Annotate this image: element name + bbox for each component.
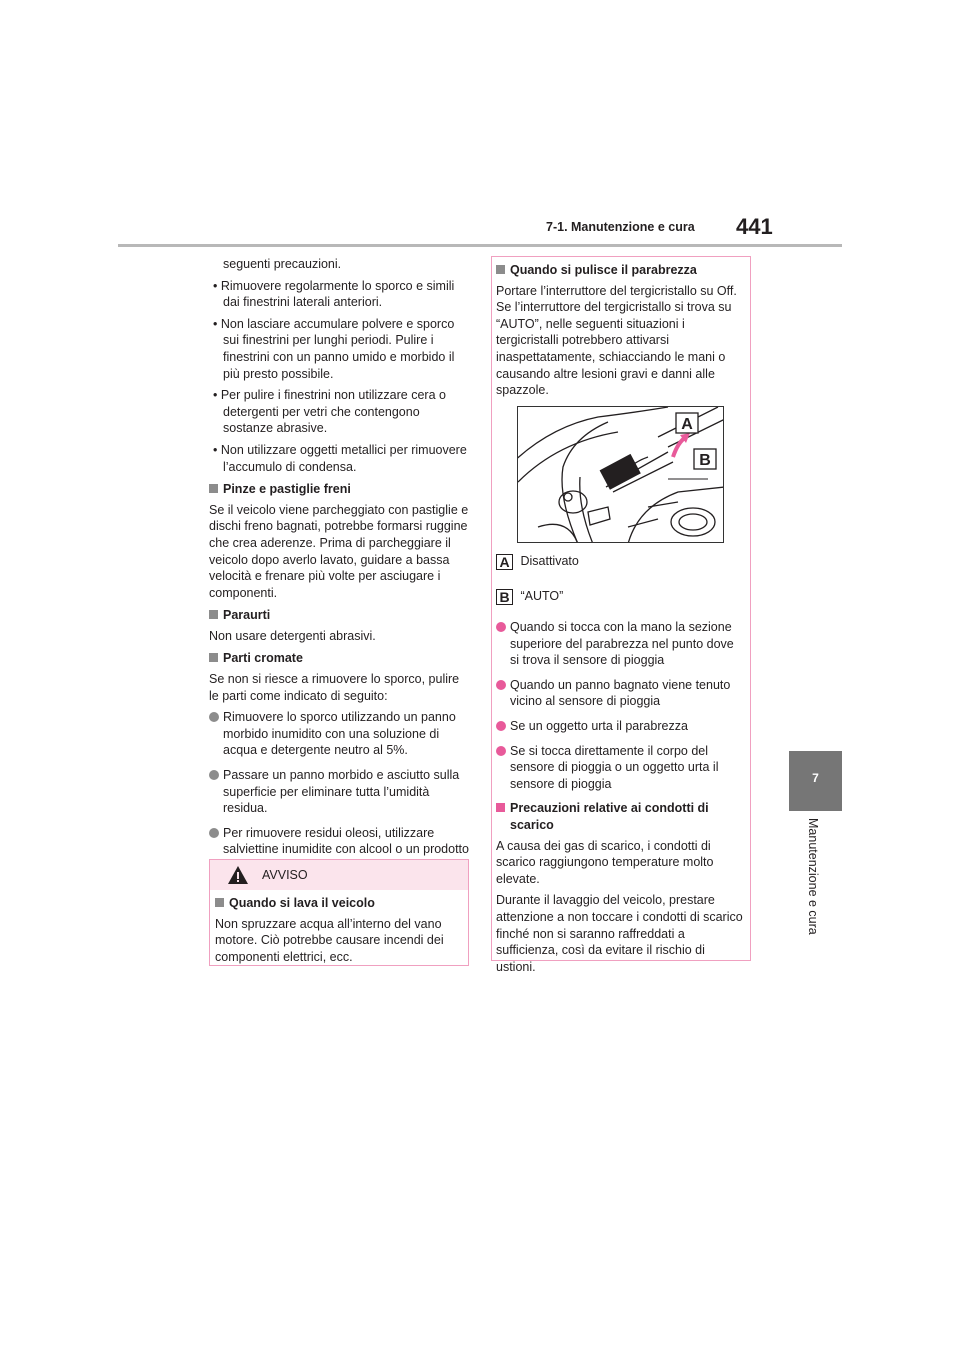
- scarico-text-1: A causa dei gas di scarico, i condotti di scarico raggiungono temperature molto elevate.: [496, 838, 714, 886]
- list-item: Per rimuovere residui oleosi, utilizzare salviettine inumidite con alcool o un prodotto: [209, 825, 471, 875]
- legend-item-b: [496, 589, 563, 605]
- warning-text: Non spruzzare acqua all’interno del vano motore. Ciò potrebbe causare incendi dei componenti elettrici, ecc.: [215, 916, 444, 964]
- list-item: Quando si tocca con la mano la sezione superiore del parabrezza nel punto dove si trova il sensore di pioggia: [496, 619, 746, 669]
- list-item: Rimuovere lo sporco utilizzando un panno morbido inumidito con una soluzione di acqua e detergente neutro al 5%.: [209, 709, 471, 759]
- legend-text-a: Disattivato: [520, 554, 579, 569]
- circle-bullet-icon: [209, 770, 219, 780]
- chapter-title: Manutenzione e cura: [806, 818, 820, 935]
- heading-cromate: Parti cromate: [209, 650, 471, 667]
- square-bullet-icon: [496, 265, 505, 274]
- intro-text: seguenti precauzioni.: [223, 257, 342, 271]
- circle-bullet-icon: [496, 622, 506, 632]
- list-item: Passare un panno morbido e asciutto sulla superficie per eliminare tutta l’umidità residua.: [209, 767, 471, 817]
- steering-wheel-illustration: [518, 407, 724, 543]
- square-bullet-icon: [209, 484, 218, 493]
- heading-parabrezza: Quando si pulisce il parabrezza: [496, 262, 746, 279]
- right-column-lower: [496, 619, 746, 980]
- warning-header: [210, 860, 468, 890]
- parabrezza-text: Portare l’interruttore del tergicristallo su Off. Se l’interruttore del tergicristallo si trova su “AUTO”, nelle seguenti situazioni i tergicristalli potrebbero attivarsi inaspettatamente, schiacciando le mani o causando altre lesioni gravi e danni alle spazzole.: [496, 283, 737, 398]
- pinze-text: Se il veicolo viene parcheggiato con pastiglie e dischi freno bagnati, potrebbe formarsi ruggine che crea aderenze. Prima di parcheggiare il veicolo dopo averlo lavato, guidare a bassa velocità e frenare più volte per asciugare i componenti.: [209, 502, 469, 600]
- cromate-text: Se non si riesce a rimuovere lo sporco, pulire le parti come indicato di seguito:: [209, 672, 460, 703]
- list-item: Quando un panno bagnato viene tenuto vicino al sensore di pioggia: [496, 677, 746, 710]
- bullet-item: • Rimuovere regolarmente lo sporco e simili dai finestrini laterali anteriori.: [213, 278, 455, 310]
- page-number: 441: [736, 214, 773, 239]
- circle-bullet-icon: [209, 828, 219, 838]
- bullet-item: • Non utilizzare oggetti metallici per rimuovere l’accumulo di condensa.: [213, 442, 467, 474]
- square-bullet-icon: [209, 653, 218, 662]
- header-divider: [118, 244, 842, 247]
- warning-label: AVVISO: [262, 868, 308, 882]
- bullet-item: • Non lasciare accumulare polvere e sporco sui finestrini per lunghi periodi. Pulire i finestrini con un panno umido e morbido il più presto possibile.: [213, 316, 455, 381]
- warning-title: Quando si lava il veicolo: [215, 895, 463, 912]
- circle-bullet-icon: [496, 746, 506, 756]
- chapter-number: 7: [812, 771, 819, 785]
- svg-text:A: A: [681, 416, 693, 433]
- circle-bullet-icon: [496, 680, 506, 690]
- list-item: Se un oggetto urta il parabrezza: [496, 718, 746, 735]
- warning-box: [209, 859, 469, 966]
- svg-text:B: B: [699, 452, 711, 469]
- legend-key-a: A: [496, 554, 513, 570]
- wiper-switch-figure: [517, 406, 724, 543]
- chapter-tab: [789, 751, 842, 811]
- legend-item-a: [496, 554, 579, 570]
- square-bullet-icon: [209, 610, 218, 619]
- heading-paraurti: Paraurti: [209, 607, 471, 624]
- heading-pinze: Pinze e pastiglie freni: [209, 481, 471, 498]
- legend-key-b: B: [496, 589, 513, 605]
- section-title: 7-1. Manutenzione e cura: [546, 220, 695, 234]
- warning-triangle-icon: [227, 865, 249, 885]
- heading-scarico: Precauzioni relative ai condotti di scarico: [496, 800, 746, 833]
- legend-text-b: “AUTO”: [520, 589, 564, 604]
- bullet-item: • Per pulire i finestrini non utilizzare cera o detergenti per vetri che contengono sostanze abrasive.: [213, 388, 446, 436]
- list-item: Se si tocca direttamente il corpo del sensore di pioggia o un oggetto urta il sensore di pioggia: [496, 743, 746, 793]
- square-bullet-icon: [496, 803, 505, 812]
- scarico-text-2: Durante il lavaggio del veicolo, prestare attenzione a non toccare i condotti di scarico finché non si saranno raffreddati a sufficienza, così da evitare il rischio di ustioni.: [496, 893, 743, 974]
- circle-bullet-icon: [209, 712, 219, 722]
- left-column: [209, 256, 471, 883]
- paraurti-text: Non usare detergenti abrasivi.: [209, 628, 376, 643]
- square-bullet-icon: [215, 898, 224, 907]
- circle-bullet-icon: [496, 721, 506, 731]
- right-column: [496, 262, 746, 404]
